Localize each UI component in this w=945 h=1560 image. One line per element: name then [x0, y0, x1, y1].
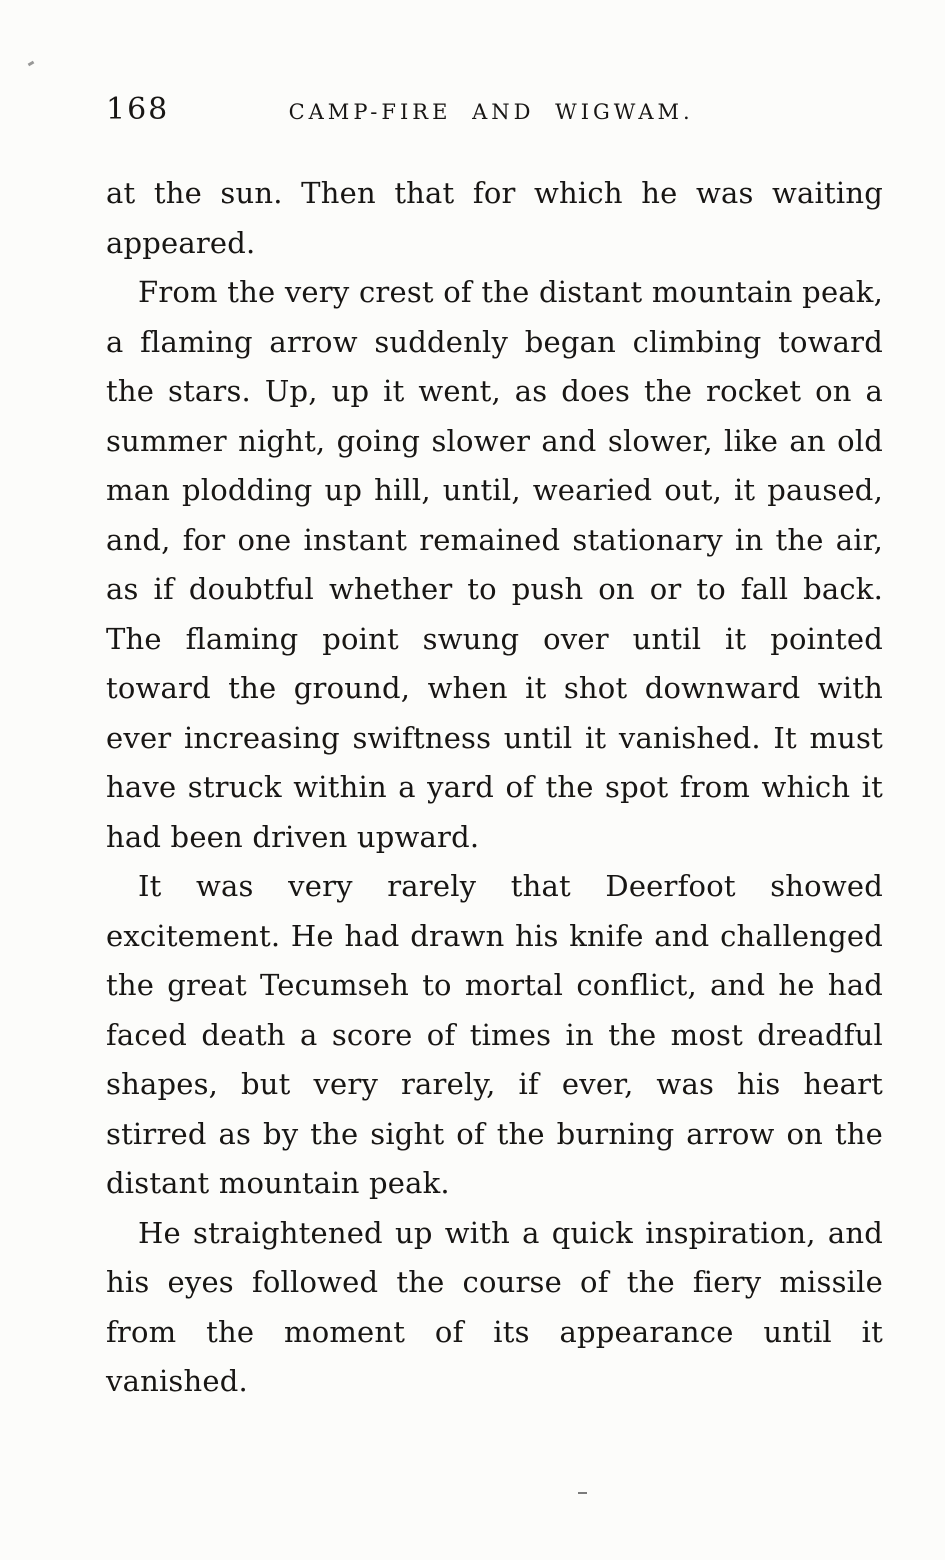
body-text	[106, 169, 883, 1407]
running-title: CAMP-FIRE AND WIGWAM.	[288, 100, 694, 124]
paragraph: It was very rarely that Deerfoot showed excitement. He had drawn his knife and challenged the great Tecumseh to mortal conflict, and he had faced death a score of times in the most dreadful shapes, but very rarely, if ever, was his heart stirred as by the sight of the burning arrow on the distant mountain peak.	[106, 869, 883, 1200]
paragraph: at the sun. Then that for which he was waiting appeared.	[106, 176, 883, 260]
scan-artifact-bottom	[578, 1492, 587, 1494]
paragraph: He straightened up with a quick inspiration, and his eyes followed the course of the fiery missile from the moment of its appearance until it vanished.	[106, 1215, 883, 1398]
page-header	[106, 92, 883, 127]
scan-artifact-top	[28, 61, 35, 67]
page-number: 168	[106, 92, 170, 127]
paragraph: From the very crest of the distant mountain peak, a flaming arrow suddenly began climbing toward the stars. Up, up it went, as does the rocket on a summer night, going slower and slower, like an old man plodding up hill, until, wearied out, it paused, and, for one instant remained stationary in the air, as if doubtful whether to push on or to fall back. The flaming point swung over until it pointed toward the ground, when it shot downward with ever increasing swiftness until it vanished. It must have struck within a yard of the spot from which it had been driven upward.	[106, 275, 883, 854]
